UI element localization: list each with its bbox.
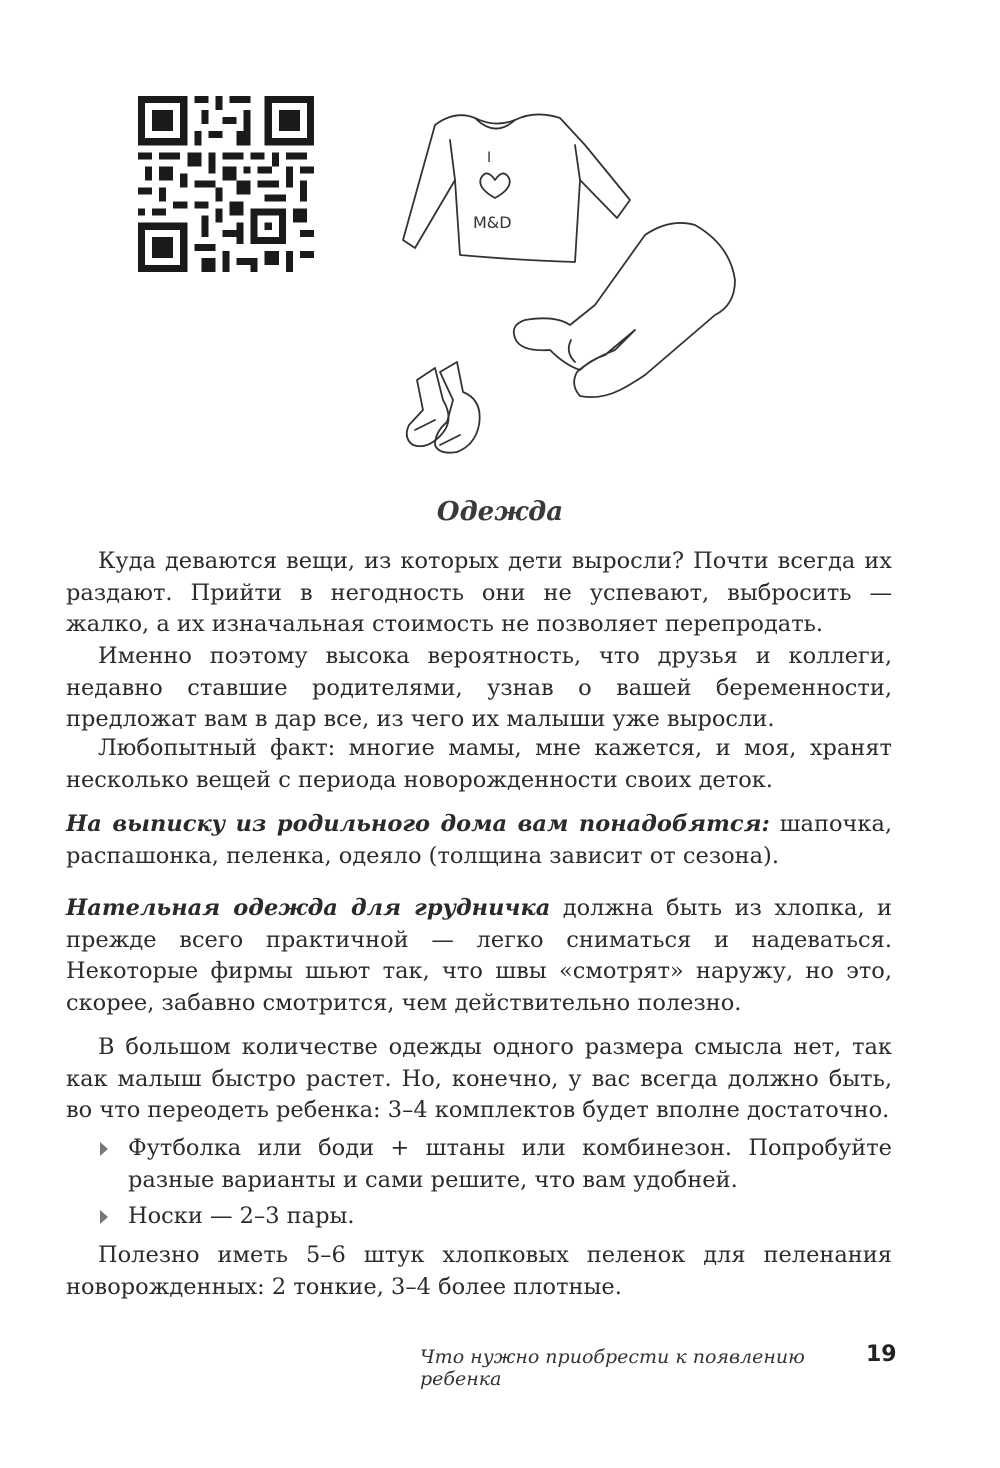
paragraph-text: должна быть из хлопка, и прежде всего практичной — легко сниматься и надеваться. Некоторые фирмы шьют так, что швы «смотрят» наружу, но это, скорее, забавно смотрится, чем действительно полезно. [66, 895, 892, 1016]
paragraph-6: В большом количестве одежды одного размера смысла нет, так как малыш быстро растет. Но, конечно, у вас всегда должно быть, во что переодеть ребенка: 3–4 комплектов будет вполне достаточно. [66, 1034, 892, 1123]
bullet-triangle-icon [100, 1142, 108, 1156]
list-item-text: Носки — 2–3 пары. [128, 1203, 355, 1229]
clothing-illustration [395, 100, 755, 470]
list-item-text: Футболка или боди + штаны или комбинезон. Попробуйте разные варианты и сами решите, что вам удобней. [128, 1135, 892, 1193]
sock-icon [407, 368, 449, 446]
qr-code [138, 96, 314, 272]
shirt-icon [403, 114, 630, 262]
highlight-text: Нательная одежда для грудничка [66, 895, 551, 921]
paragraph-1: Куда деваются вещи, из которых дети выросли? Почти всегда их раздают. Прийти в негодность они не успевают, выбросить — жалко, а их изначальная стоимость не позволяет перепродать. [66, 548, 892, 637]
highlight-text: На выписку из родильного дома вам понадобятся: [66, 811, 770, 837]
bullet-triangle-icon [100, 1210, 108, 1224]
page-number: 19 [866, 1342, 897, 1367]
running-title: Что нужно приобрести к появлению ребенка [420, 1346, 805, 1390]
paragraph-7: Полезно иметь 5–6 штук хлопковых пеленок для пеленания новорожденных: 2 тонкие, 3–4 более плотные. [66, 1242, 892, 1300]
paragraph-2: Именно поэтому высока вероятность, что друзья и коллеги, недавно ставшие родителями, узнав о вашей беременности, предложат вам в дар все, из чего их малыши уже выросли. [66, 643, 892, 732]
paragraph-5 [66, 893, 892, 1019]
paragraph-text: шапочка, распашонка, пеленка, одеяло (толщина зависит от сезона). [66, 811, 893, 869]
paragraph-3: Любопытный факт: многие мамы, мне кажется, и моя, хранят несколько вещей с периода новорожденности своих деток. [66, 735, 892, 793]
section-title: Одежда [436, 497, 564, 527]
sock-icon [435, 362, 480, 453]
shirt-text-bottom: M&D [473, 213, 512, 232]
list-item [100, 1201, 892, 1233]
list-item [100, 1133, 892, 1196]
pants-icon [514, 223, 735, 397]
paragraph-4 [66, 809, 892, 872]
heart-icon [480, 173, 509, 198]
shirt-text-top: I [487, 150, 492, 166]
